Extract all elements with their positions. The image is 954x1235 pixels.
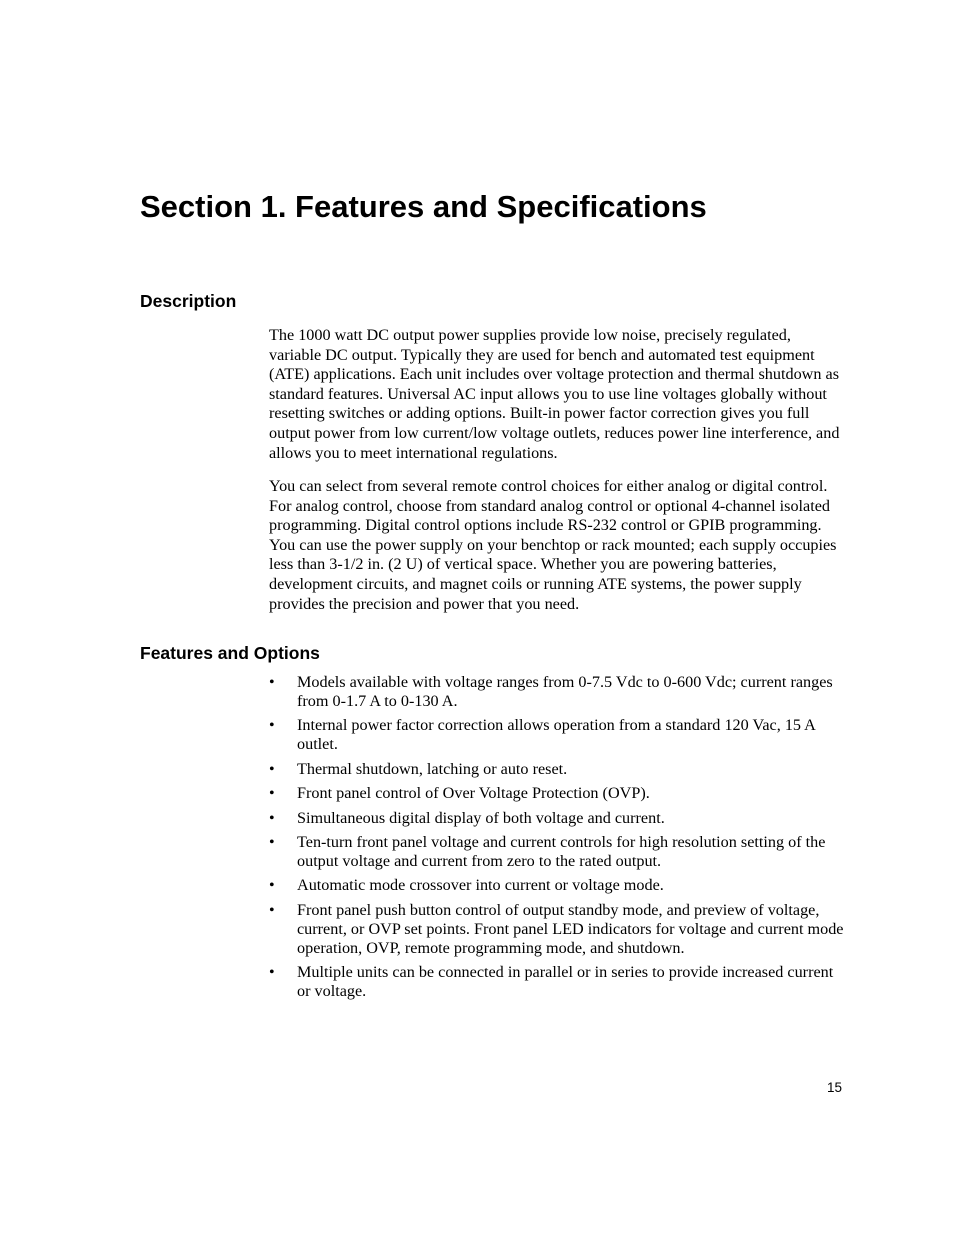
feature-text: Models available with voltage ranges from 0-7.5 Vdc to 0-600 Vdc; current ranges from 0-1.7 A to 0-130 A. — [297, 673, 833, 710]
bullet-icon: • — [269, 877, 275, 895]
feature-item — [269, 901, 844, 958]
feature-item — [269, 876, 844, 895]
bullet-icon: • — [269, 760, 275, 778]
page-number: 15 — [826, 1080, 842, 1095]
feature-text: Front panel push button control of output standby mode, and preview of voltage, current, or OVP set points. Front panel LED indicators for voltage and current mode operation, OVP, remote programming mode, and shutdown. — [297, 900, 844, 957]
description-paragraph-2: You can select from several remote control choices for either analog or digital control. For analog control, choose from standard analog control or optional 4-channel isolated programming. Digital control options include RS-232 control or GPIB programming. You can use the power supply on your benchtop or rack mounted; each supply occupies less than 3-1/2 in. (2 U) of vertical space. Whether you are powering batteries, development circuits, and magnet coils or running ATE systems, the power supply provides the precision and power that you need. — [269, 477, 837, 613]
feature-item — [269, 716, 844, 754]
feature-text: Multiple units can be connected in parallel or in series to provide increased current or voltage. — [297, 963, 834, 1001]
bullet-icon: • — [269, 901, 275, 919]
description-paragraph-1: The 1000 watt DC output power supplies provide low noise, precisely regulated, variable DC output. Typically they are used for bench and automated test equipment (ATE) applications. Each unit includes over voltage protection and thermal shutdown as standard features. Universal AC input allows you to use line voltages globally without resetting switches or adding options. Built-in power factor correction gives you full output power from low current/low voltage outlets, reduces power line interference, and allows you to meet international regulations. — [269, 326, 840, 462]
feature-item — [269, 809, 844, 828]
feature-item — [269, 963, 844, 1001]
feature-text: Thermal shutdown, latching or auto reset. — [297, 759, 568, 778]
bullet-icon: • — [269, 964, 275, 982]
bullet-icon: • — [269, 809, 275, 827]
feature-item — [269, 833, 844, 871]
feature-text: Internal power factor correction allows operation from a standard 120 Vac, 15 A outlet. — [297, 716, 815, 754]
bullet-icon: • — [269, 674, 275, 691]
feature-text: Ten-turn front panel voltage and current controls for high resolution setting of the output voltage and current from zero to the rated output. — [297, 832, 826, 870]
bullet-icon: • — [269, 833, 275, 851]
features-list — [269, 673, 844, 1007]
bullet-icon: • — [269, 717, 275, 735]
page-title: Section 1. Features and Specifications — [140, 189, 707, 224]
feature-text: Front panel control of Over Voltage Protection (OVP). — [297, 784, 650, 803]
feature-item — [269, 784, 844, 803]
feature-item — [269, 673, 844, 711]
description-heading: Description — [140, 291, 237, 311]
feature-text: Simultaneous digital display of both voltage and current. — [297, 808, 665, 827]
features-heading: Features and Options — [140, 643, 320, 663]
feature-item — [269, 760, 844, 779]
feature-text: Automatic mode crossover into current or voltage mode. — [297, 876, 664, 895]
bullet-icon: • — [269, 785, 275, 803]
